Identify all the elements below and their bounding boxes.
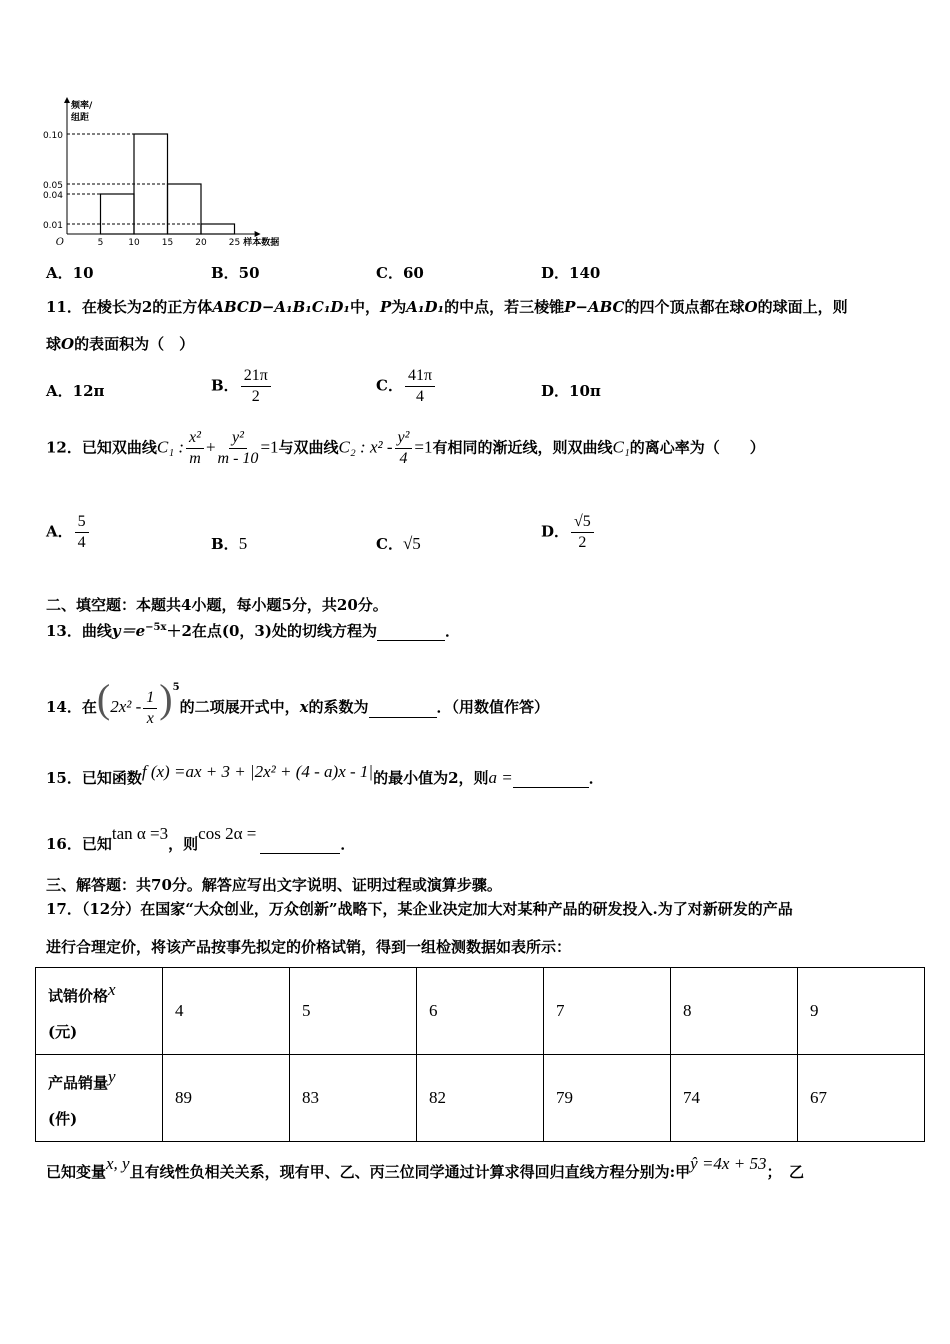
text: 的最小值为2，则 [373,769,489,787]
q12-option-b [211,533,247,554]
y-axis-label: 频率/组距 [71,101,93,123]
exponent: −5x [145,622,167,633]
unit: (件) [48,1110,78,1128]
math: x [299,698,309,716]
numerator: x² [186,428,204,449]
text: 12．已知双曲线 [46,438,157,457]
text: 11．在棱长为2的正方体 [46,298,213,316]
label: B． [211,376,239,395]
text: 为 [391,298,407,316]
math: 2x² - [110,697,142,716]
text: 中， [349,298,380,316]
y-tick-label: 0.01 [42,221,63,231]
option-b: B．50 [211,264,260,282]
text: ． [444,622,460,640]
fraction [571,512,594,553]
denominator: m - 10 [217,450,259,467]
row-header [36,1055,163,1142]
q12-option-c [376,533,421,554]
numerator: 5 [75,512,89,533]
numerator: y² [229,428,247,449]
unit: (元) [48,1023,78,1041]
text: 与双曲线 [278,438,339,457]
text: ＋2在点(0，3)处的切线方程为 [166,622,377,640]
numerator: √5 [571,512,594,533]
x-tick-label: 20 [195,238,207,248]
x-axis-arrow-icon [255,231,261,237]
table-row [36,1055,925,1142]
fraction [186,428,204,469]
answer-blank[interactable] [377,622,445,641]
text: 的二项展开式中， [179,698,300,716]
table-cell: 4 [163,968,290,1055]
math: O [744,298,758,316]
option-a: A．10 [46,264,94,282]
text: ． [588,769,604,787]
math: P−ABC [564,298,625,316]
math: C₂ : x² - [338,437,393,457]
text: 14．在 [46,698,97,716]
math: cos 2α = [198,824,257,843]
math: A₁D₁ [406,298,445,316]
paren: ) [159,676,173,721]
denominator: 4 [415,388,424,405]
y-tick-label: 0.05 [42,181,63,191]
paren: ( [96,676,111,721]
label: A． [46,522,73,541]
y-axis-arrow-icon [64,97,70,103]
y-tick-label: 0.10 [42,131,63,141]
denominator: 2 [251,388,260,405]
numerator: 41π [405,366,435,387]
section-2-heading: 二、填空题：本题共4小题，每小题5分，共20分。 [46,596,388,614]
text: ． [340,835,356,853]
q13 [46,620,460,641]
data-table [35,967,925,1142]
header-text: 产品销量 [48,1074,109,1092]
variable: y [108,1067,116,1086]
math: f (x) =ax + 3 + |2x² + (4 - a)x - 1| [141,762,374,781]
text: 的四个顶点都在球 [624,298,745,316]
text: 已知变量 [46,1163,107,1181]
option-d: D．140 [541,264,601,282]
x-tick-label: 15 [161,238,174,248]
value: 10π [569,382,601,400]
numerator: 21π [241,366,271,387]
value: 5 [238,534,248,553]
q12-stem [46,428,765,469]
math: P [379,298,392,316]
table-cell: 9 [798,968,925,1055]
label: D． [541,522,570,541]
origin-label: O [55,237,64,248]
text: 的中点，若三棱锥 [444,298,565,316]
table-cell: 7 [544,968,671,1055]
text: 且有线性负相关关系，现有甲、乙、丙三位同学通过计算求得回归直线方程分别为:甲 [129,1163,691,1181]
table-cell: 83 [290,1055,417,1142]
histogram-bar [201,224,235,234]
text: 15．已知函数 [46,769,142,787]
text: ； 乙 [766,1163,804,1181]
math: C₁ : [156,437,185,457]
variable: x [108,980,116,999]
q11-option-a [46,380,105,401]
section-3-heading: 三、解答题：共70分。解答应写出文字说明、证明过程或演算步骤。 [46,876,502,894]
label: C． [376,535,403,553]
math: ABCD−A₁B₁C₁D₁ [212,298,350,316]
denominator: m [189,450,201,467]
q11-line1 [46,296,848,317]
text: 的离心率为（ ） [629,438,765,457]
q14 [46,678,549,729]
table-cell: 6 [417,968,544,1055]
text: 有相同的渐近线，则双曲线 [432,438,613,457]
q11-line2 [46,333,194,354]
math: a = [488,768,513,787]
math: =1 [414,437,433,457]
answer-blank[interactable] [513,769,589,788]
table-cell: 82 [417,1055,544,1142]
text: ．（用数值作答） [436,698,550,716]
denominator: 4 [77,534,86,551]
q11-option-d [541,380,601,401]
table-row [36,968,925,1055]
header-text: 试销价格 [48,987,109,1005]
text: ，则 [168,835,199,853]
denominator: x [146,709,154,727]
table-cell: 89 [163,1055,290,1142]
q12-option-d [541,512,596,553]
table-cell: 5 [290,968,417,1055]
y-tick-label: 0.04 [42,191,63,201]
text: 13．曲线 [46,622,112,640]
fraction [75,512,89,553]
table-cell: 67 [798,1055,925,1142]
x-tick-label: 5 [97,238,104,248]
math: + [205,437,216,457]
numerator: y² [395,428,413,449]
option-c: C．60 [376,264,424,282]
q17-line1: 17．（12分）在国家“大众创业，万众创新”战略下，某企业决定加大对某种产品的研发投入.为了对新研发的产品 [46,900,793,918]
text: 的表面积为（ ） [74,335,195,353]
label: A． [46,382,73,400]
math: =1 [260,437,279,457]
fraction [405,366,435,407]
row-header [36,968,163,1055]
text: 的系数为 [308,698,369,716]
text: 球 [46,335,62,353]
label: D． [541,382,570,400]
denominator: 2 [578,534,587,551]
table-cell: 79 [544,1055,671,1142]
math: O [61,335,75,353]
label: B． [211,535,239,553]
x-tick-label: 10 [128,238,140,248]
fraction [143,688,157,729]
q11-option-c [376,366,437,407]
fraction [395,428,413,469]
denominator: 4 [399,450,408,467]
q17-line3 [46,1154,804,1182]
text: 的球面上，则 [757,298,848,316]
x-axis-label: 样本数据 [243,238,280,248]
math: C₁ [612,437,630,457]
label: C． [376,376,403,395]
table-cell: 8 [671,968,798,1055]
value: √5 [402,534,421,553]
math: ŷ =4x + 53 [690,1154,767,1173]
q16 [46,824,355,854]
math: x, y [106,1154,130,1173]
math: y＝e [111,622,146,640]
answer-blank[interactable] [260,835,340,854]
q11-option-b [211,366,273,407]
math: tan α =3 [111,824,169,843]
text: 16．已知 [46,835,112,853]
value: 12π [72,382,105,400]
histogram-bar [168,184,202,234]
x-tick-label: 25 [228,238,241,248]
numerator: 1 [143,688,157,709]
table-cell: 74 [671,1055,798,1142]
exponent: 5 [172,682,180,693]
q17-line2: 进行合理定价，将该产品按事先拟定的价格试销，得到一组检测数据如表所示： [46,938,572,956]
histogram-bar [101,194,135,234]
fraction [218,428,259,469]
q15 [46,762,604,788]
q12-option-a [46,512,91,553]
fraction [241,366,271,407]
answer-blank[interactable] [369,697,437,718]
